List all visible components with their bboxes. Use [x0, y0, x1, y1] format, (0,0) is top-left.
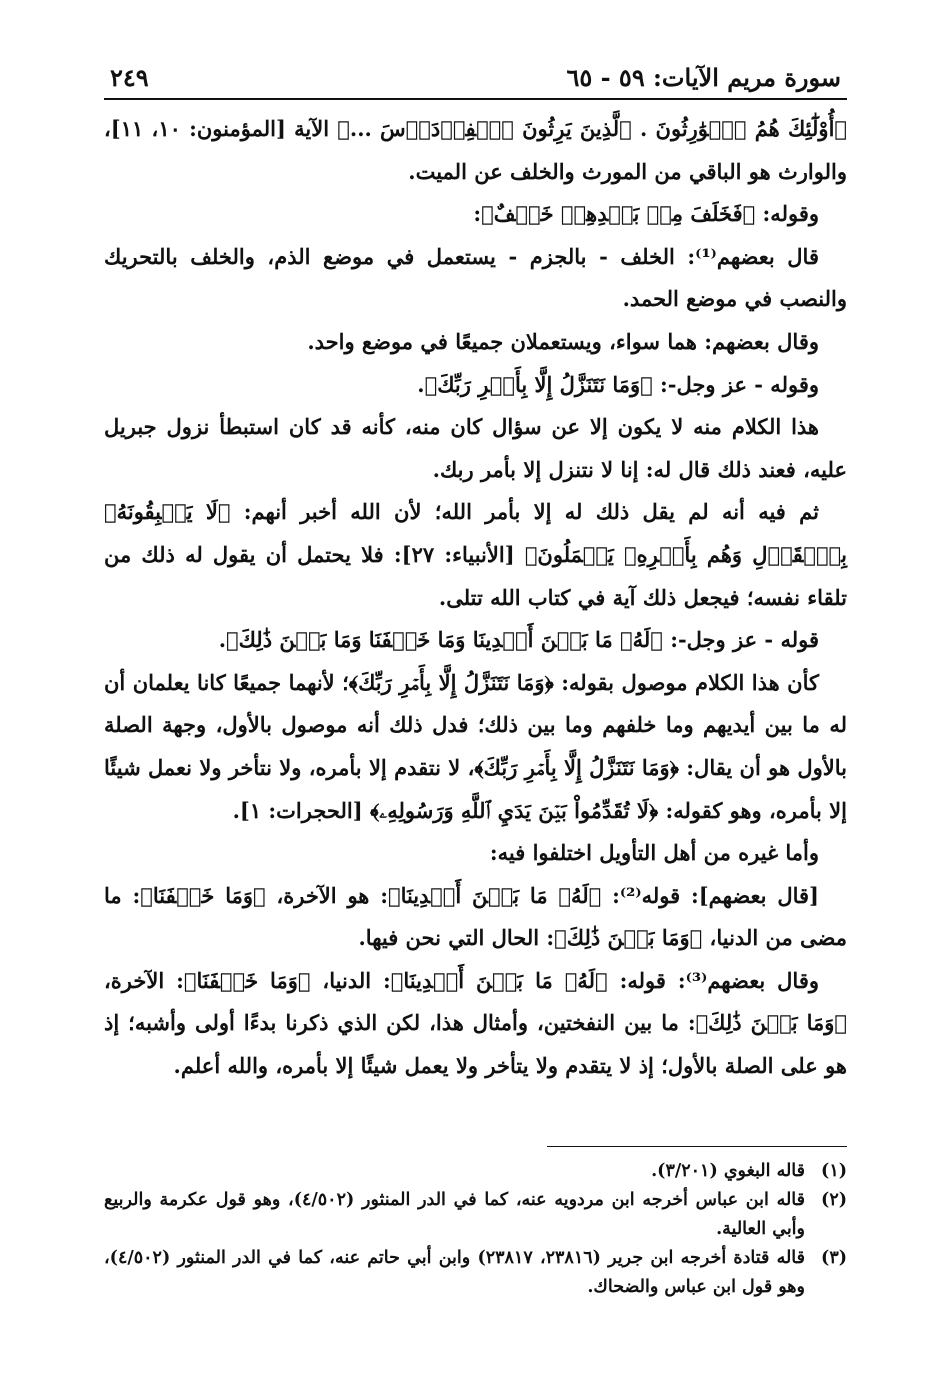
paragraph: [قال بعضهم]: قوله⁽²⁾: ﴿لَهُۥ مَا بَيۡنَ أَيۡدِينَا﴾: هو الآخرة، ﴿وَمَا خَلۡفَنَا﴾: ما مضى من الدنيا، ﴿وَمَا بَيۡنَ ذَٰلِكَ﴾: الحال التي نحن فيها. [104, 882, 847, 951]
chapter-title: سورة مريم الآيات: ٥٩ - ٦٥ [566, 63, 841, 92]
footnotes [104, 1157, 847, 1302]
footnote-text: قاله البغوي (٣/٢٠١). [651, 1160, 805, 1181]
paragraph: قوله - عز وجل-: ﴿لَهُۥ مَا بَيۡنَ أَيۡدِينَا وَمَا خَلۡفَنَا وَمَا بَيۡنَ ذَٰلِكَ﴾. [218, 627, 819, 653]
page-number: ٢٤٩ [110, 63, 149, 92]
paragraph: وقال بعضهم⁽³⁾: قوله: ﴿لَهُۥ مَا بَيۡنَ أَيۡدِينَا﴾: الدنيا، ﴿وَمَا خَلۡفَنَا﴾: الآخرة، ﴿وَمَا بَيۡنَ ذَٰلِكَ﴾: ما بين النفختين، وأمثال هذا، لكن الذي ذكرنا بدءًا أولى وأشبه؛ إذ هو على الصلة بالأول؛ إذ لا يتقدم ولا يتأخر ولا يعمل شيئًا إلا بأمره، والله أعلم. [104, 967, 847, 1079]
footnote-text: قاله ابن عباس أخرجه ابن مردويه عنه، كما في الدر المنثور (٤/٥٠٢)، وهو قول عكرمة والربيع وأبي العالية. [104, 1189, 805, 1239]
paragraph: قال بعضهم⁽¹⁾: الخلف - بالجزم - يستعمل في موضع الذم، والخلف بالتحريك والنصب في موضع الحمد. [104, 243, 847, 312]
footnote-number: (٣) [821, 1247, 847, 1268]
footnote-text: قاله قتادة أخرجه ابن جرير (٢٣٨١٦، ٢٣٨١٧) وابن أبي حاتم عنه، كما في الدر المنثور (٤/٥٠٢)، وهو قول ابن عباس والضحاك. [104, 1247, 805, 1297]
paragraph: وقوله - عز وجل-: ﴿وَمَا نَتَنَزَّلُ إِلَّا بِأَمۡرِ رَبِّكَ﴾. [417, 371, 819, 397]
paragraph: وقوله: ﴿فَخَلَفَ مِنۢ بَعۡدِهِمۡ خَلۡفٌ﴾: [473, 201, 819, 227]
paragraph: ﴿أُوْلَٰٓئِكَ هُمُ ٱلۡوَٰرِثُونَ . ٱلَّذِينَ يَرِثُونَ ٱلۡفِرۡدَوۡسَ ...﴾ الآية [المؤمنون: ١٠، ١١]، والوارث هو الباقي من المورث والخلف عن الميت. [104, 116, 847, 184]
footnote [104, 1244, 847, 1302]
paragraph: وأما غيره من أهل التأويل اختلفوا فيه: [489, 840, 819, 866]
main-text [104, 108, 847, 1088]
paragraph: كأن هذا الكلام موصول بقوله: ﴿وَمَا نَتَنَزَّلُ إِلَّا بِأَمۡرِ رَبِّكَ﴾؛ لأنهما جميعًا كانا يعلمان أن له ما بين أيديهم وما خلفهم وما بين ذلك؛ فدل ذلك أنه موصول بالأول، وجهة الصلة بالأول هو أن يقال: ﴿وَمَا نَتَنَزَّلُ إِلَّا بِأَمۡرِ رَبِّكَ﴾، لا نتقدم إلا بأمره، ولا نتأخر ولا نعمل شيئًا إلا بأمره، وهو كقوله: ﴿لَا تُقَدِّمُواْ بَيۡنَ يَدَيِ ٱللَّهِ وَرَسُولِهِۦ﴾ [الحجرات: ١]. [104, 669, 847, 823]
paragraph: هذا الكلام منه لا يكون إلا عن سؤال كان منه، كأنه قد كان استبطأ نزول جبريل عليه، فعند ذلك قال له: إنا لا نتنزل إلا بأمر ربك. [104, 414, 847, 482]
paragraph: وقال بعضهم: هما سواء، ويستعملان جميعًا في موضع واحد. [307, 328, 819, 354]
footnote [104, 1186, 847, 1244]
footnote-number: (١) [821, 1160, 847, 1181]
footnote-number: (٢) [821, 1189, 847, 1210]
running-header [104, 64, 847, 100]
footnote-separator [547, 1146, 847, 1147]
paragraph: ثم فيه أنه لم يقل ذلك له إلا بأمر الله؛ لأن الله أخبر أنهم: ﴿لَا يَسۡبِقُونَهُۥ بِٱلۡقَوۡلِ وَهُم بِأَمۡرِهِۦ يَعۡمَلُونَ﴾ [الأنبياء: ٢٧]: فلا يحتمل أن يقول له ذلك من تلقاء نفسه؛ فيجعل ذلك آية في كتاب الله تتلى. [104, 499, 847, 610]
footnote [104, 1157, 847, 1186]
